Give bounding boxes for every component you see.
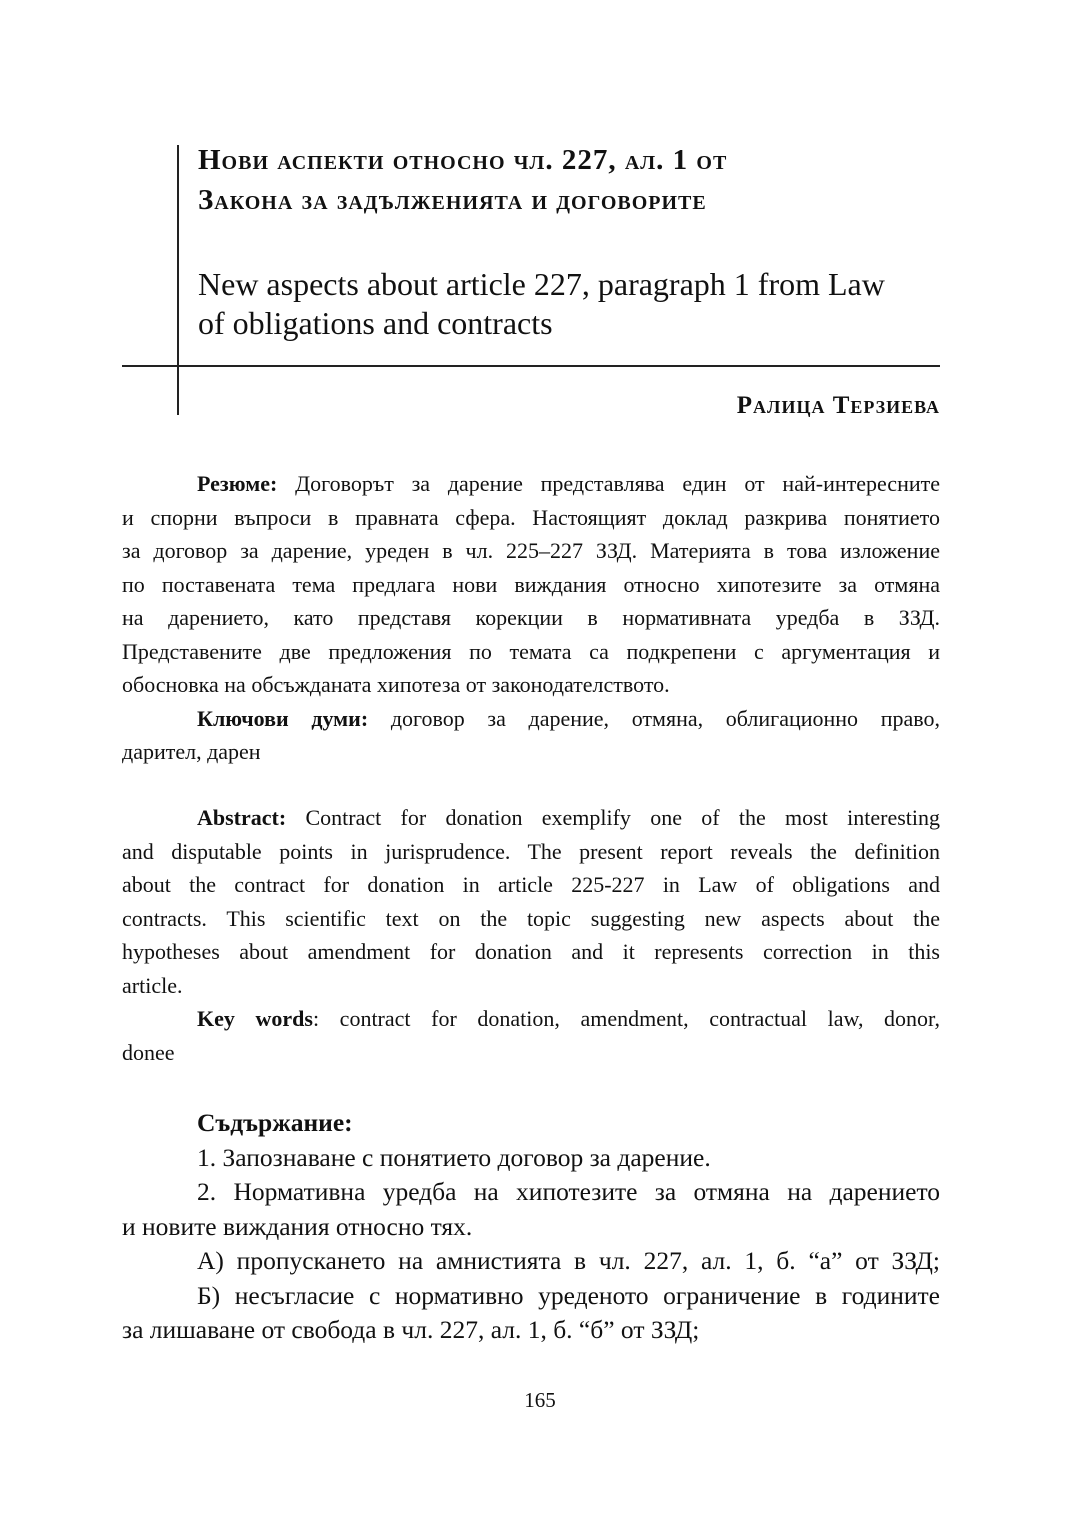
vertical-rule	[177, 145, 179, 415]
contents-item: и новите виждания относно тях.	[122, 1211, 473, 1241]
author-name: Ралица Терзиева	[736, 392, 940, 419]
title-en-line: New aspects about article 227, paragraph 1 from Law	[198, 266, 885, 302]
abstract-line: Contract for donation exemplify one of the most interesting	[286, 805, 940, 830]
abstract-line: contracts. This scientific text on the topic suggesting new aspects about the	[122, 905, 940, 931]
title-bulgarian	[198, 140, 958, 220]
contents-section	[122, 1106, 940, 1348]
resume-line: Представените две предложения по темата са подкрепени с аргументация и	[122, 638, 940, 664]
contents-item: за лишаване от свобода в чл. 227, ал. 1, б. “б” от ЗЗД;	[122, 1315, 700, 1344]
contents-item: 2. Нормативна уредба на хипотезите за отмяна на дарението	[197, 1177, 940, 1206]
title-bg-line: Нови аспекти относно чл. 227, ал. 1 от	[198, 144, 728, 176]
abstract-section	[122, 801, 940, 1069]
resume-line: по поставената тема предлага нови виждания относно хипотезите за отмяна	[122, 571, 940, 597]
abstract-line: about the contract for donation in article 225-227 in Law of obligations and	[122, 872, 940, 897]
keywords-en-text: : contract for donation, amendment, contractual law, donor,	[312, 1006, 941, 1031]
keywords-en-label: Key words	[197, 1006, 313, 1031]
resume-label: Резюме:	[197, 471, 278, 496]
keywords-bg-label: Ключови думи:	[197, 705, 369, 731]
abstract-label: Abstract:	[197, 805, 287, 830]
abstract-line: hypotheses about amendment for donation and it represents correction in this	[122, 939, 940, 964]
keywords-bg-text: договор за дарение, отмяна, облигационно право,	[368, 705, 940, 731]
resume-line: на дарението, като представя корекции в нормативната уредба в ЗЗД.	[122, 605, 940, 630]
contents-heading: Съдържание:	[197, 1108, 353, 1137]
abstract-line: and disputable points in jurisprudence. The present report reveals the definition	[122, 838, 940, 864]
resume-line: за договор за дарение, уреден в чл. 225–227 ЗЗД. Материята в това изложение	[122, 538, 940, 563]
keywords-bg-text: дарител, дарен	[122, 739, 261, 764]
contents-item: 1. Запознаване с понятието договор за дарение.	[197, 1142, 711, 1172]
resume-section	[122, 467, 940, 769]
title-bg-line: Закона за задълженията и договорите	[198, 184, 707, 216]
title-english	[198, 265, 958, 343]
contents-item: Б) несъгласие с нормативно уреденото ограничение в годините	[197, 1280, 940, 1310]
page-number: 165	[524, 1388, 556, 1412]
abstract-line: article.	[122, 972, 183, 998]
resume-line: обосновка на обсъжданата хипотеза от законодателството.	[122, 672, 670, 697]
keywords-en-text: donee	[122, 1039, 175, 1065]
contents-item: А) пропускането на амнистията в чл. 227, ал. 1, б. “а” от ЗЗД;	[197, 1246, 940, 1275]
resume-line: Договорът за дарение представлява един от най-интересните	[277, 471, 940, 496]
horizontal-rule	[122, 365, 940, 367]
title-en-line: of obligations and contracts	[198, 305, 553, 341]
resume-line: и спорни въпроси в правната сфера. Настоящият доклад разкрива понятието	[122, 504, 940, 530]
